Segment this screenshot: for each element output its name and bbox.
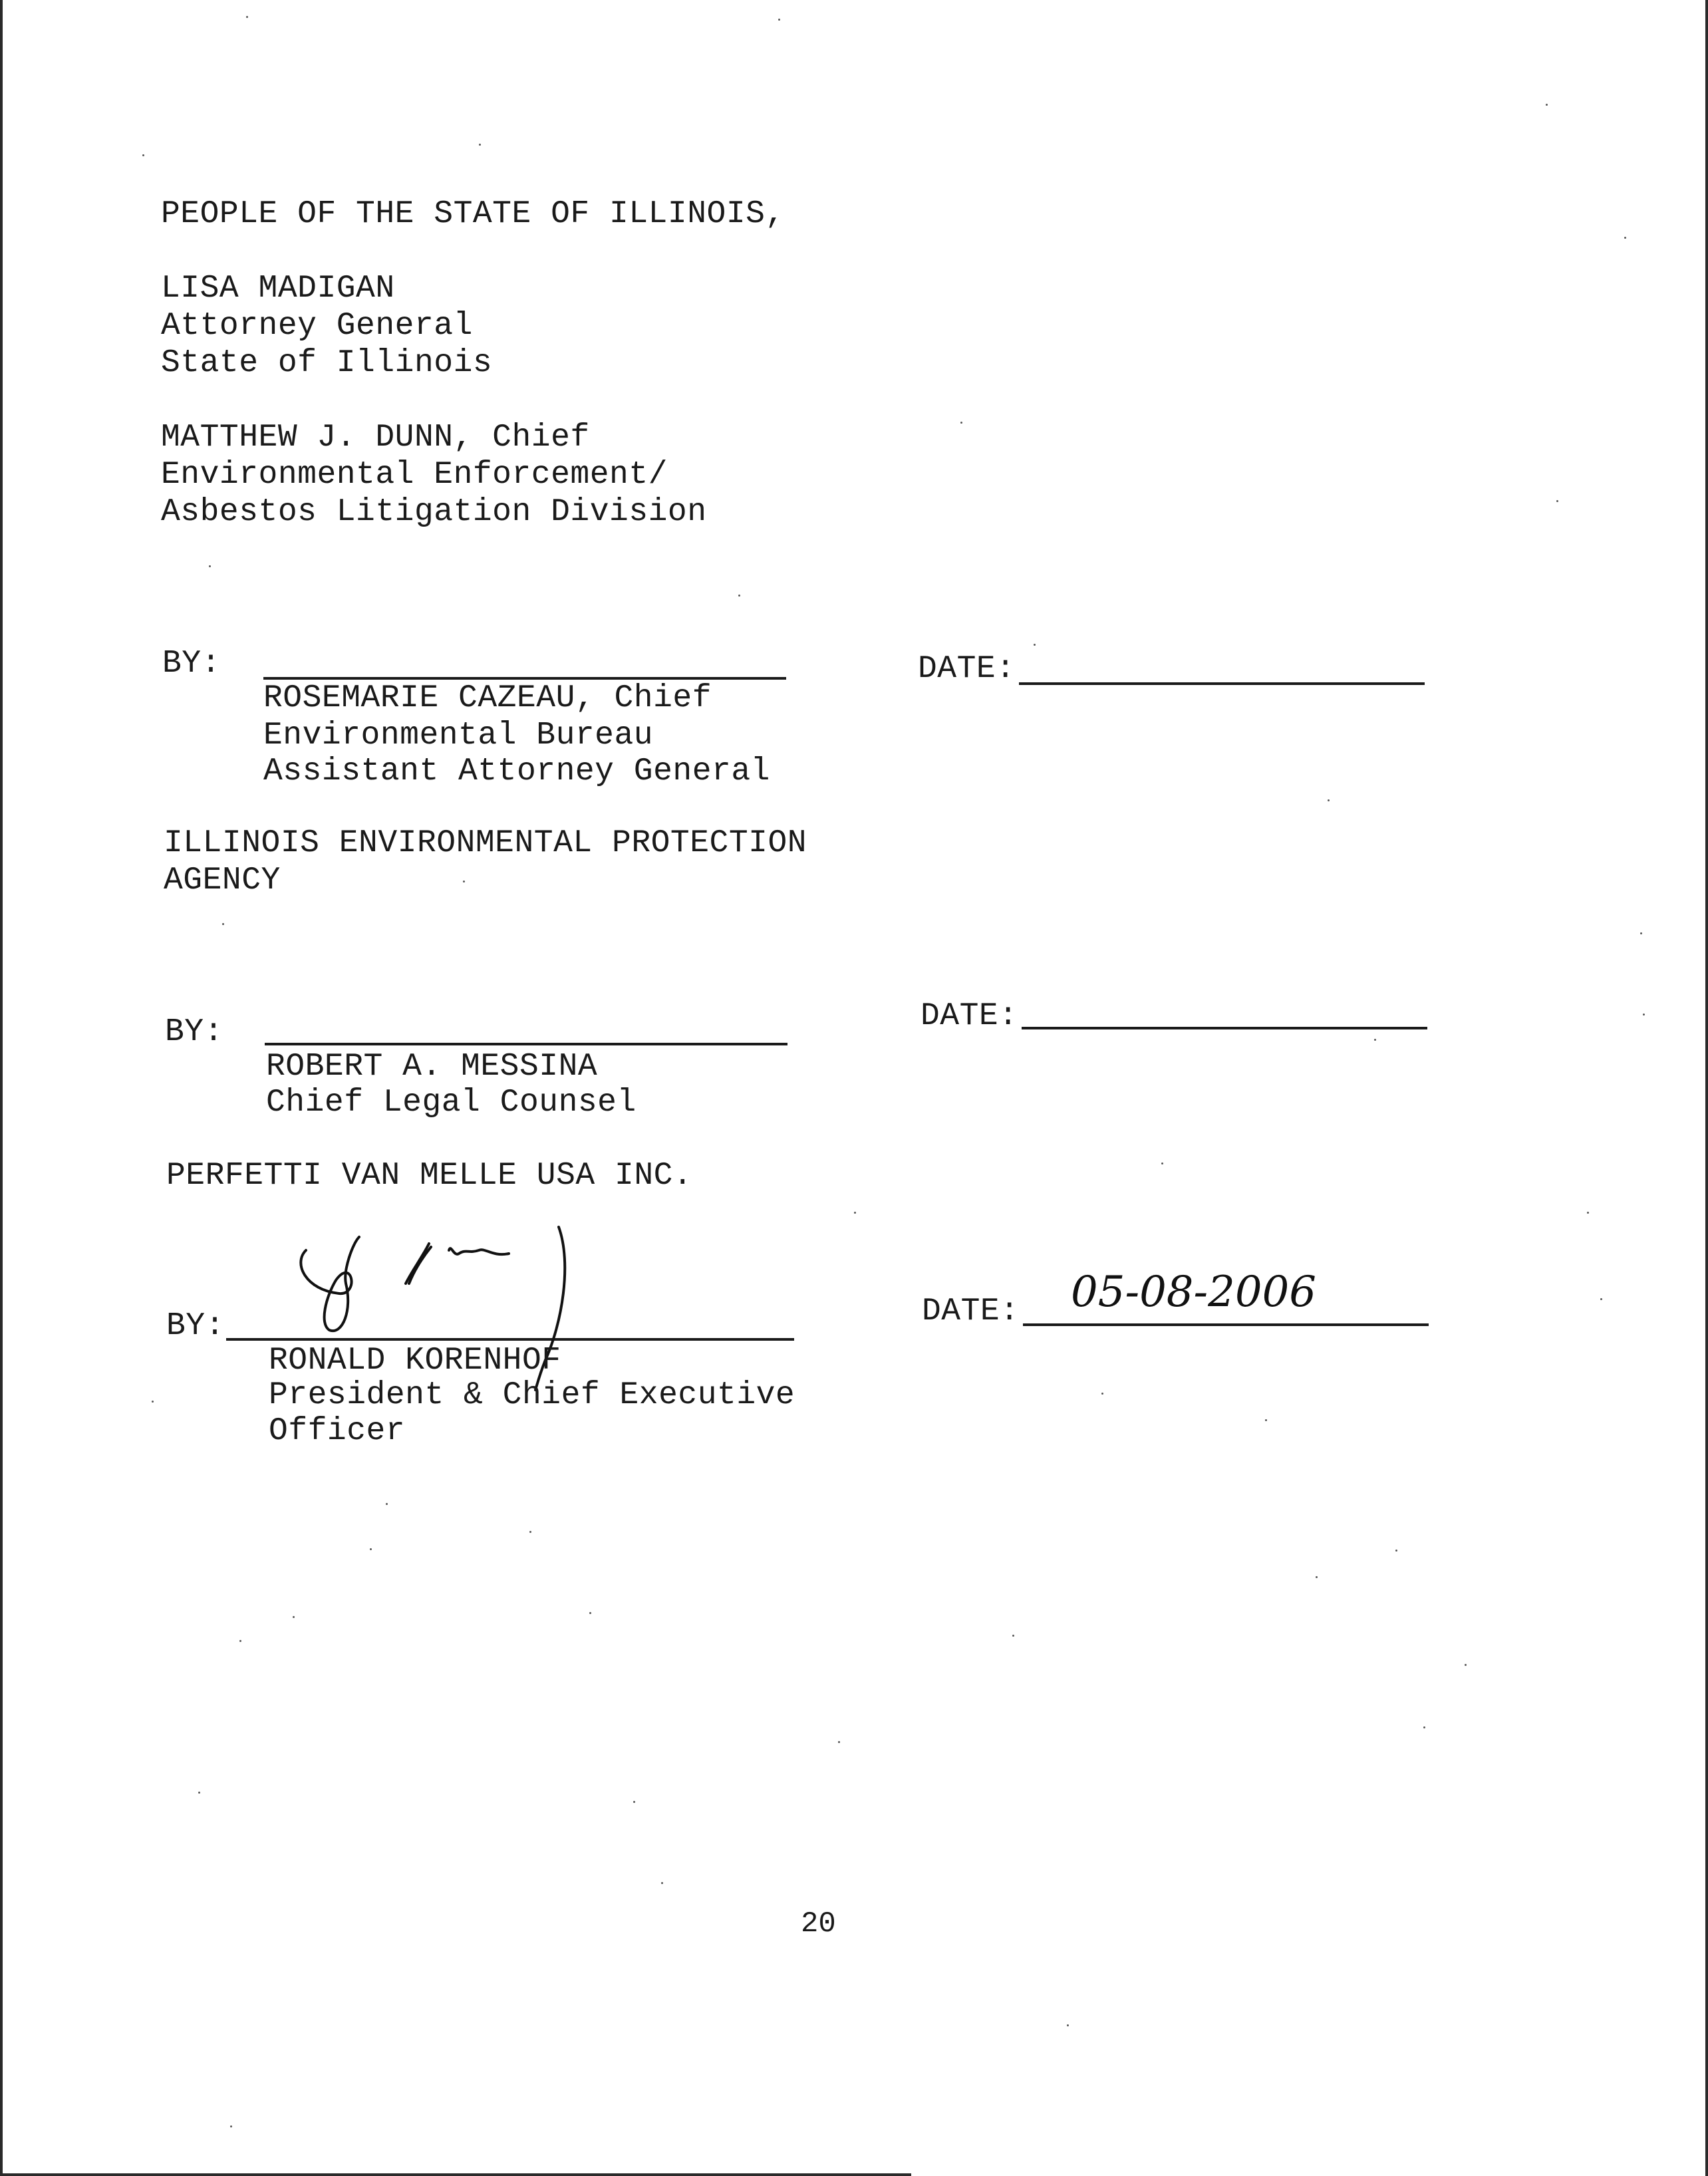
- scan-edge-bottom: [0, 2173, 911, 2176]
- scan-speck: [1012, 1635, 1014, 1637]
- scan-speck: [529, 1531, 531, 1533]
- signature-line-2: [265, 1043, 787, 1045]
- scan-edge-left: [0, 0, 3, 2176]
- scan-speck: [1640, 932, 1642, 934]
- scan-speck: [1374, 1039, 1376, 1041]
- scan-speck: [1161, 1162, 1163, 1164]
- party-heading-iepa-line2: AGENCY: [164, 863, 281, 898]
- scan-speck: [209, 565, 211, 567]
- scan-speck: [1556, 500, 1558, 502]
- date-line-3: [1023, 1323, 1429, 1326]
- scan-speck: [1328, 799, 1330, 801]
- scan-speck: [738, 595, 740, 597]
- scan-speck: [293, 1616, 295, 1618]
- signer-title-2: Chief Legal Counsel: [266, 1085, 637, 1121]
- scan-speck: [1587, 1212, 1589, 1214]
- official-title: Attorney General: [161, 308, 473, 344]
- scan-edge-right: [1705, 0, 1708, 2176]
- scan-speck: [854, 1212, 856, 1214]
- scan-speck: [633, 1801, 635, 1803]
- handwritten-date: 05-08-2006: [1071, 1268, 1316, 1317]
- scan-speck: [1546, 104, 1548, 106]
- official-state: State of Illinois: [161, 345, 493, 381]
- scan-speck: [1265, 1419, 1267, 1421]
- scan-speck: [230, 2125, 232, 2127]
- scan-speck: [1395, 1550, 1397, 1552]
- chief-division-line2: Asbestos Litigation Division: [161, 494, 707, 530]
- scan-speck: [960, 422, 962, 424]
- by-label-1: BY:: [162, 646, 221, 682]
- signer-bureau-1: Environmental Bureau: [263, 718, 654, 753]
- scan-speck: [1101, 1393, 1103, 1395]
- party-heading-iepa-line1: ILLINOIS ENVIRONMENTAL PROTECTION: [164, 825, 807, 861]
- page-number: 20: [801, 1907, 836, 1941]
- chief-name: MATTHEW J. DUNN, Chief: [161, 420, 590, 456]
- signer-title-3-line2: Officer: [269, 1413, 406, 1449]
- signer-title-1: Assistant Attorney General: [263, 753, 770, 789]
- scan-speck: [778, 19, 780, 21]
- signer-name-3: RONALD KORENHOF: [269, 1343, 561, 1379]
- signer-name-2: ROBERT A. MESSINA: [266, 1049, 598, 1085]
- scan-speck: [589, 1612, 591, 1614]
- party-heading-perfetti: PERFETTI VAN MELLE USA INC.: [166, 1158, 693, 1194]
- party-heading-illinois: PEOPLE OF THE STATE OF ILLINOIS,: [161, 196, 785, 232]
- scan-speck: [152, 1401, 154, 1403]
- signer-name-1: ROSEMARIE CAZEAU, Chief: [263, 680, 712, 716]
- scan-speck: [479, 144, 481, 146]
- scan-speck: [1423, 1726, 1425, 1728]
- official-name: LISA MADIGAN: [161, 271, 395, 307]
- date-label-1: DATE:: [918, 651, 1016, 687]
- scan-speck: [142, 154, 144, 156]
- scan-speck: [370, 1548, 372, 1550]
- scan-speck: [463, 881, 465, 883]
- scan-speck: [1034, 644, 1036, 646]
- date-line-2: [1022, 1027, 1427, 1029]
- signer-title-3-line1: President & Chief Executive: [269, 1377, 795, 1413]
- date-label-2: DATE:: [921, 998, 1018, 1034]
- scan-speck: [239, 1640, 241, 1642]
- scan-speck: [246, 16, 248, 18]
- chief-division-line1: Environmental Enforcement/: [161, 457, 668, 493]
- scan-speck: [661, 1882, 663, 1884]
- scan-speck: [198, 1792, 200, 1794]
- scan-speck: [1316, 1576, 1318, 1578]
- scan-speck: [1643, 1014, 1645, 1016]
- scan-speck: [1067, 2024, 1069, 2026]
- scan-speck: [838, 1741, 840, 1743]
- scan-speck: [1465, 1664, 1467, 1666]
- date-label-3: DATE:: [922, 1293, 1020, 1329]
- scan-speck: [1600, 1298, 1602, 1300]
- scan-speck: [1624, 237, 1626, 239]
- scan-speck: [222, 923, 224, 925]
- scan-speck: [386, 1503, 388, 1505]
- by-label-2: BY:: [165, 1014, 223, 1050]
- by-label-3: BY:: [166, 1308, 225, 1344]
- date-line-1: [1019, 682, 1425, 685]
